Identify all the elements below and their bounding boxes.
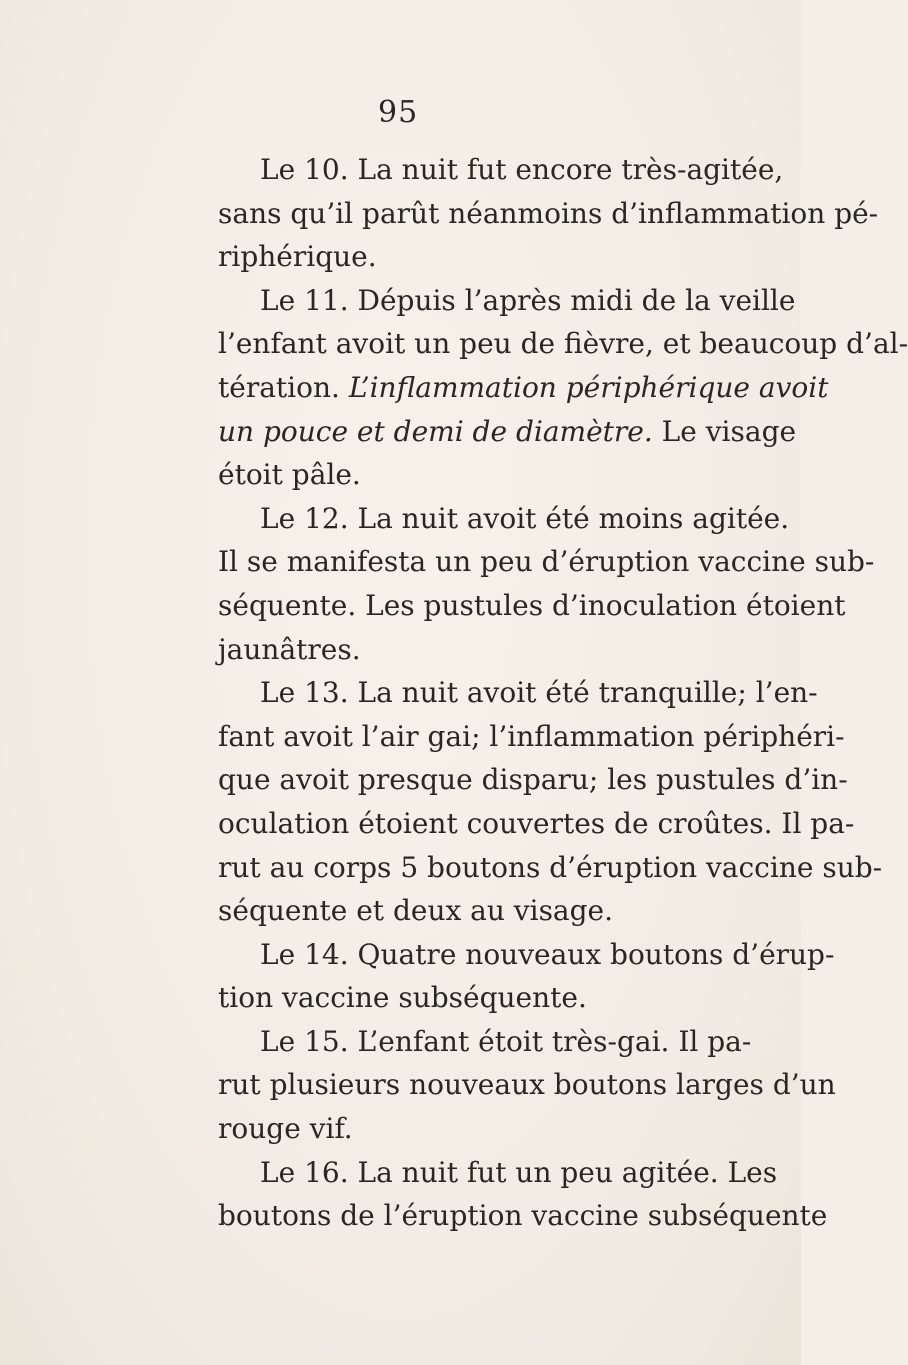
text-line: Le 10. La nuit fut encore très-agitée, bbox=[260, 153, 784, 186]
text-line: Le 11. Dépuis l’après midi de la veille bbox=[260, 283, 796, 317]
italic-text-segment: L’inflammation périphérique avoit bbox=[348, 370, 829, 404]
text-line: rouge vif. bbox=[218, 1112, 353, 1146]
text-line: Le 16. La nuit fut un peu agitée. Les bbox=[260, 1155, 778, 1189]
text-line: séquente et deux au visage. bbox=[218, 894, 614, 928]
text-line: fant avoit l’air gai; l’inflammation périphéri- bbox=[218, 719, 845, 753]
text-line: Le 13. La nuit avoit été tranquille; l’en- bbox=[260, 676, 818, 710]
text-line: boutons de l’éruption vaccine subséquente bbox=[218, 1199, 828, 1233]
text-segment: Le visage bbox=[652, 414, 797, 448]
text-line: oculation étoient couvertes de croûtes. Il pa- bbox=[218, 806, 855, 840]
text-line: rut au corps 5 boutons d’éruption vaccine sub- bbox=[218, 850, 883, 884]
text-line: jaunâtres. bbox=[218, 632, 361, 666]
text-line bbox=[218, 366, 829, 410]
italic-text-segment: un pouce et demi de diamètre. bbox=[218, 414, 653, 448]
text-line: Le 12. La nuit avoit été moins agitée. bbox=[260, 501, 790, 535]
text-line: tion vaccine subséquente. bbox=[218, 981, 587, 1015]
text-line: Le 15. L’enfant étoit très-gai. Il pa- bbox=[260, 1024, 752, 1058]
text-line: étoit pâle. bbox=[218, 458, 361, 492]
text-line bbox=[218, 410, 797, 454]
text-line: Il se manifesta un peu d’éruption vaccine sub- bbox=[218, 545, 875, 579]
page-text-body bbox=[218, 148, 908, 1238]
page-number: 95 bbox=[378, 95, 419, 130]
text-line: rut plusieurs nouveaux boutons larges d’un bbox=[218, 1068, 836, 1102]
text-segment: tération. bbox=[218, 370, 349, 404]
text-line: sans qu’il parût néanmoins d’inflammation pé- bbox=[218, 196, 879, 230]
text-line: que avoit presque disparu; les pustules d’in- bbox=[218, 763, 848, 797]
text-line: riphérique. bbox=[218, 240, 377, 274]
text-line: l’enfant avoit un peu de fièvre, et beaucoup d’al- bbox=[218, 327, 908, 361]
text-line: séquente. Les pustules d’inoculation étoient bbox=[218, 588, 846, 622]
text-line: Le 14. Quatre nouveaux boutons d’érup- bbox=[260, 937, 835, 971]
